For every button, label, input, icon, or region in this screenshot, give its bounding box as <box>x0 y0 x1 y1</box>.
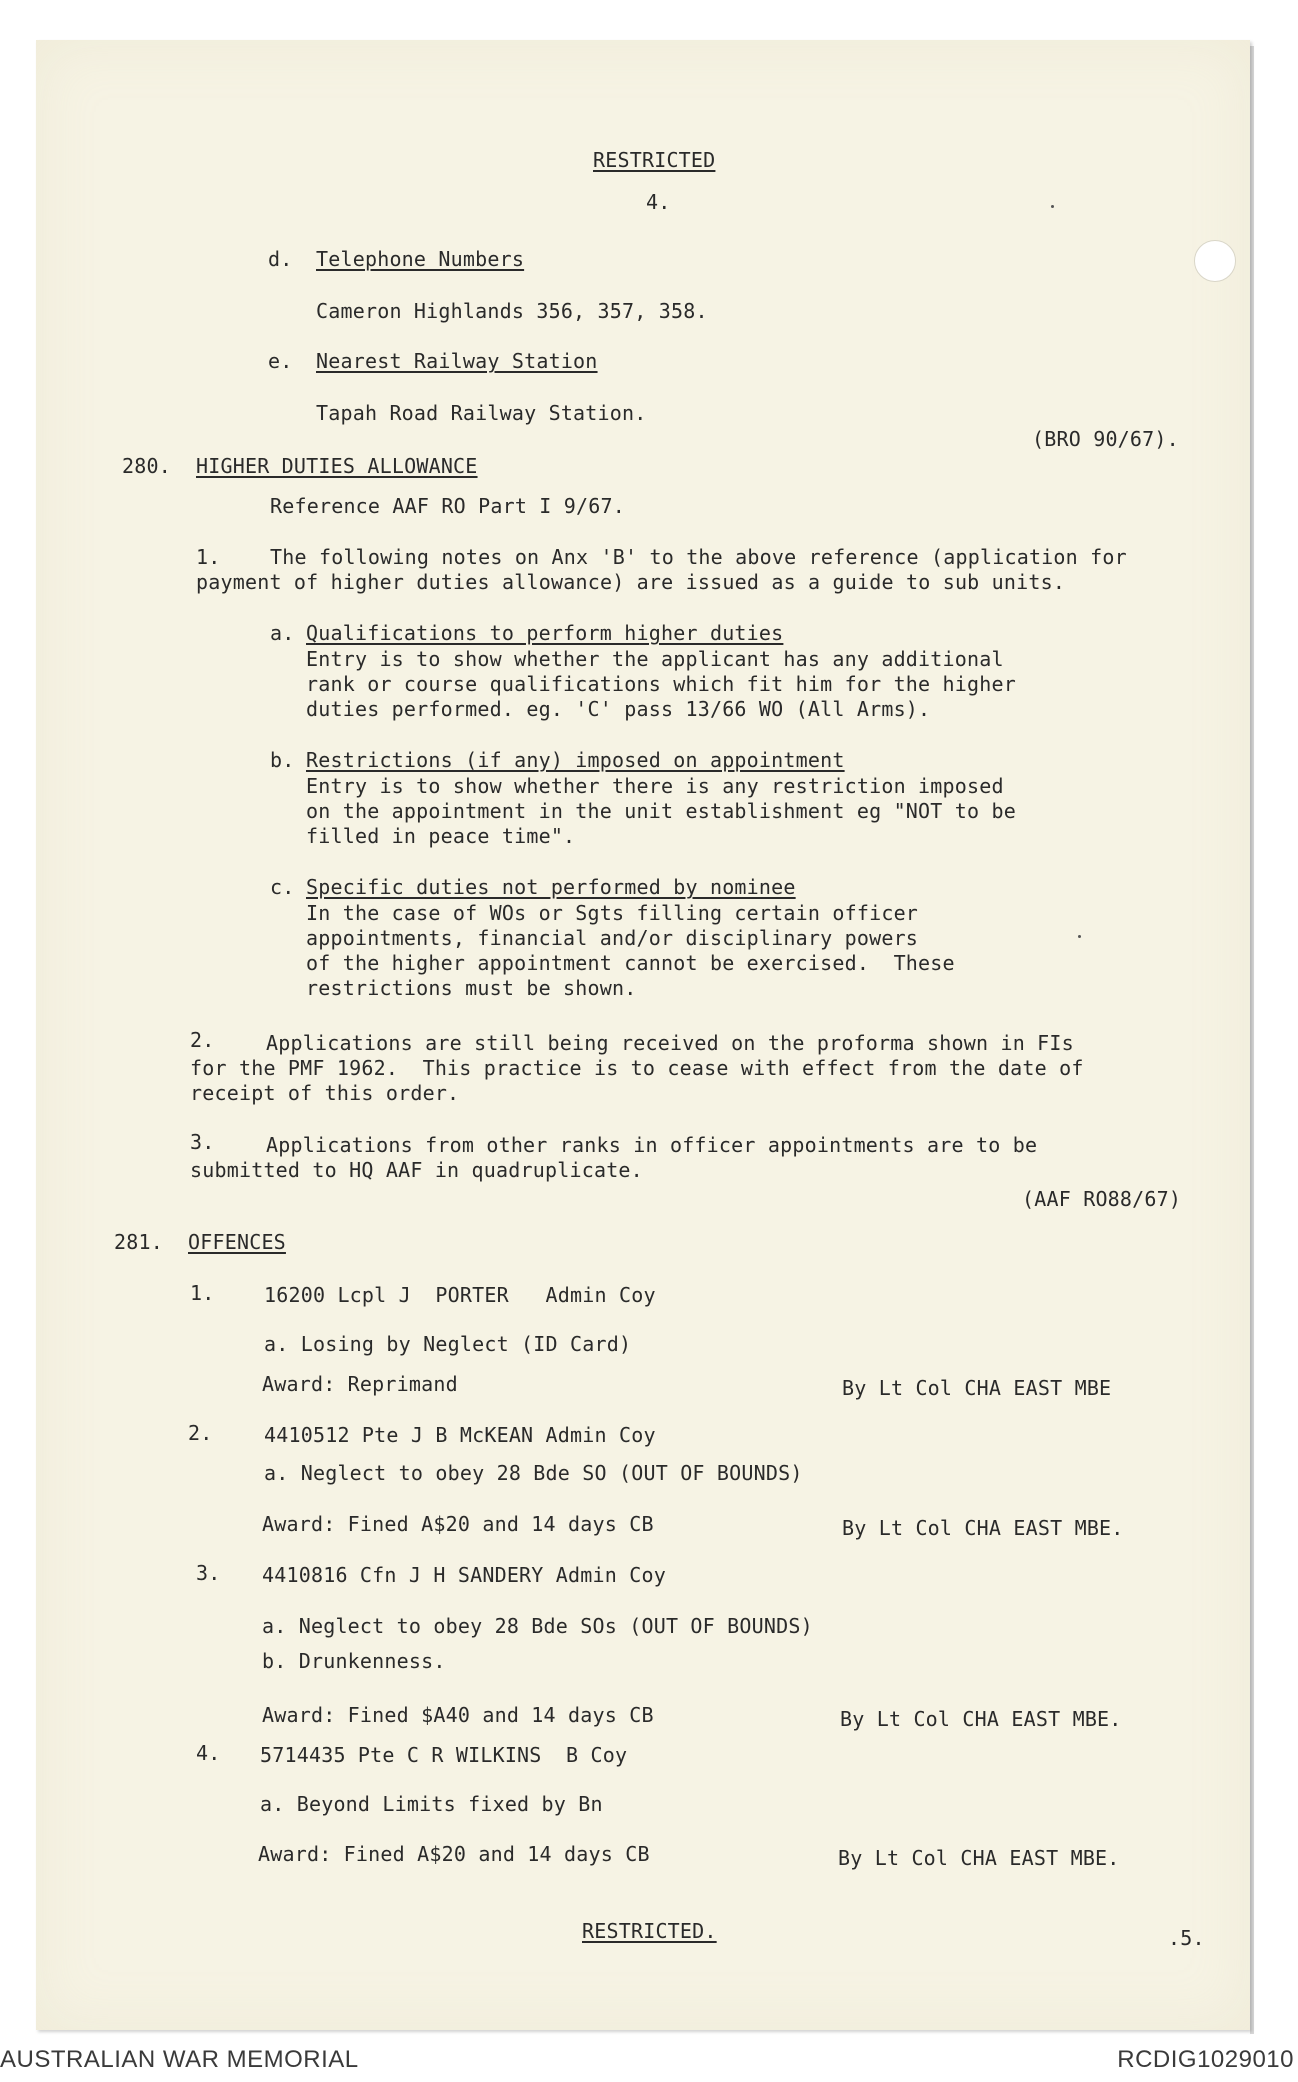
ink-speck <box>1051 205 1054 208</box>
subitem-a-line-2: rank or course qualifications which fit him for the higher <box>306 672 1016 696</box>
para-3-line-2: submitted to HQ AAF in quadruplicate. <box>190 1158 643 1182</box>
subitem-c-letter: c. <box>270 875 295 899</box>
offence-3-by: By Lt Col CHA EAST MBE. <box>840 1707 1122 1731</box>
offence-2-number: 2. <box>188 1421 213 1445</box>
archive-credit: AUSTRALIAN WAR MEMORIAL <box>0 2046 359 2073</box>
para-3-line-1: Applications from other ranks in officer appointments are to be <box>266 1133 1038 1157</box>
para-2-line-1: Applications are still being received on the proforma shown in FIs <box>266 1031 1074 1055</box>
item-d-text: Cameron Highlands 356, 357, 358. <box>316 299 708 323</box>
subitem-a-letter: a. <box>270 621 295 645</box>
offence-2-by: By Lt Col CHA EAST MBE. <box>842 1516 1124 1540</box>
item-e-reference: (BRO 90/67). <box>1032 427 1179 451</box>
subitem-b-heading: Restrictions (if any) imposed on appointment <box>306 748 845 772</box>
subitem-c-line-3: of the higher appointment cannot be exercised. These <box>306 951 955 975</box>
item-e-letter: e. <box>268 349 293 373</box>
punch-hole <box>1194 240 1236 282</box>
para-1-number: 1. <box>196 545 221 569</box>
subitem-b-line-1: Entry is to show whether there is any restriction imposed <box>306 774 1004 798</box>
offence-3-person: 4410816 Cfn J H SANDERY Admin Coy <box>262 1563 666 1587</box>
subitem-c-line-1: In the case of WOs or Sgts filling certain officer <box>306 901 919 925</box>
para-2-number: 2. <box>190 1028 215 1052</box>
section-280-number: 280. <box>122 454 171 478</box>
item-e-text: Tapah Road Railway Station. <box>316 401 647 425</box>
section-281-heading: OFFENCES <box>188 1230 286 1254</box>
offence-1-number: 1. <box>190 1281 215 1305</box>
subitem-c-heading: Specific duties not performed by nominee <box>306 875 796 899</box>
offence-3-award: Award: Fined $A40 and 14 days CB <box>262 1703 654 1727</box>
subitem-b-line-3: filled in peace time". <box>306 824 576 848</box>
offence-1-charge-a: a. Losing by Neglect (ID Card) <box>264 1332 632 1356</box>
offence-3-number: 3. <box>196 1561 221 1585</box>
subitem-b-line-2: on the appointment in the unit establishment eg "NOT to be <box>306 799 1016 823</box>
sheet-shadow <box>1250 46 1254 2034</box>
offence-1-award: Award: Reprimand <box>262 1372 458 1396</box>
offence-2-charge-a: a. Neglect to obey 28 Bde SO (OUT OF BOUNDS) <box>264 1461 803 1485</box>
offence-4-charge-a: a. Beyond Limits fixed by Bn <box>260 1792 603 1816</box>
offence-3-charge-a: a. Neglect to obey 28 Bde SOs (OUT OF BOUNDS) <box>262 1614 813 1638</box>
offence-1-person: 16200 Lcpl J PORTER Admin Coy <box>264 1283 656 1307</box>
subitem-c-line-2: appointments, financial and/or disciplinary powers <box>306 926 919 950</box>
page-number: 4. <box>646 190 671 214</box>
archive-id: RCDIG1029010 <box>1117 2046 1294 2073</box>
subitem-c-line-4: restrictions must be shown. <box>306 976 637 1000</box>
offence-2-award: Award: Fined A$20 and 14 days CB <box>262 1512 654 1536</box>
offence-4-award: Award: Fined A$20 and 14 days CB <box>258 1842 650 1866</box>
subitem-a-heading: Qualifications to perform higher duties <box>306 621 784 645</box>
offence-4-by: By Lt Col CHA EAST MBE. <box>838 1846 1120 1870</box>
para-2-line-3: receipt of this order. <box>190 1081 460 1105</box>
section-280-closing-reference: (AAF RO88/67) <box>1022 1187 1182 1211</box>
para-2-line-2: for the PMF 1962. This practice is to cease with effect from the date of <box>190 1056 1084 1080</box>
offence-2-person: 4410512 Pte J B McKEAN Admin Coy <box>264 1423 656 1447</box>
item-d-heading: Telephone Numbers <box>316 247 525 271</box>
section-280-reference: Reference AAF RO Part I 9/67. <box>270 494 625 518</box>
next-page-marker: .5. <box>1168 1926 1205 1950</box>
item-d-letter: d. <box>268 247 293 271</box>
subitem-a-line-1: Entry is to show whether the applicant has any additional <box>306 647 1004 671</box>
section-280-heading: HIGHER DUTIES ALLOWANCE <box>196 454 478 478</box>
para-1-line-1: The following notes on Anx 'B' to the above reference (application for <box>270 545 1127 569</box>
offence-4-person: 5714435 Pte C R WILKINS B Coy <box>260 1743 628 1767</box>
subitem-b-letter: b. <box>270 748 295 772</box>
classification-footer: RESTRICTED. <box>582 1919 717 1943</box>
para-3-number: 3. <box>190 1130 215 1154</box>
offence-1-by: By Lt Col CHA EAST MBE <box>842 1376 1112 1400</box>
para-1-line-2: payment of higher duties allowance) are issued as a guide to sub units. <box>196 570 1066 594</box>
classification-header: RESTRICTED <box>593 148 716 172</box>
offence-4-number: 4. <box>196 1741 221 1765</box>
item-e-heading: Nearest Railway Station <box>316 349 598 373</box>
offence-3-charge-b: b. Drunkenness. <box>262 1649 446 1673</box>
section-281-number: 281. <box>114 1230 163 1254</box>
ink-speck <box>1078 935 1081 938</box>
subitem-a-line-3: duties performed. eg. 'C' pass 13/66 WO (All Arms). <box>306 697 931 721</box>
